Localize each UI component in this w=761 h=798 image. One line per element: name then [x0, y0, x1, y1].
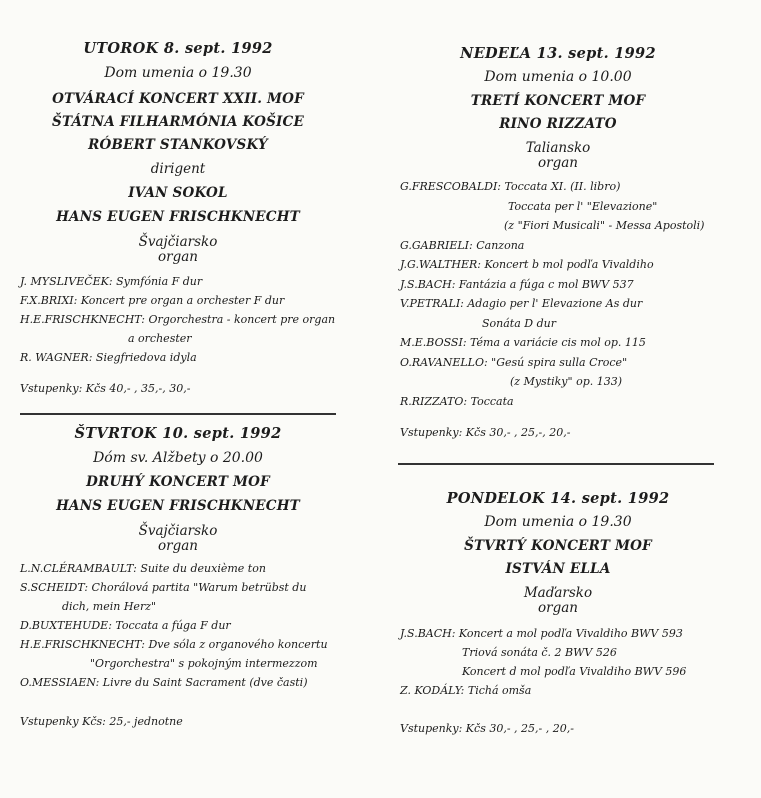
program-item: H.E.FRISCHKNECHT: Orgorchestra - koncert pre organ: [20, 313, 336, 326]
program-item: V.PETRALI: Adagio per l' Elevazione As dur: [400, 297, 643, 310]
performer-name: RÓBERT STANKOVSKÝ: [88, 137, 268, 153]
program-item: (z Mystiky" op. 133): [510, 375, 623, 388]
performer-name: HANS EUGEN FRISCHKNECHT: [56, 209, 300, 225]
concert-title: TRETÍ KONCERT MOF: [470, 93, 646, 109]
program-item: Z. KODÁLY: Tichá omša: [400, 684, 532, 697]
program-item: (z "Fiori Musicali" - Messa Apostoli): [504, 219, 705, 232]
program-list: [20, 559, 328, 692]
program-list: [400, 177, 704, 411]
program-item: S.SCHEIDT: Chorálová partita "Warum betrübst du: [20, 581, 307, 594]
tickets-price: Vstupenky: Kčs 30,- , 25,- , 20,-: [400, 722, 574, 735]
performer-country: Švajčiarsko: [138, 523, 218, 539]
concert-date: ŠTVRTOK 10. sept. 1992: [74, 425, 282, 442]
concert-title: OTVÁRACÍ KONCERT XXII. MOF: [52, 91, 304, 107]
performer-name: RINO RIZZATO: [499, 116, 617, 132]
divider: [398, 463, 714, 465]
program-item: J.S.BACH: Koncert a mol podľa Vivaldiho BWV 593: [400, 627, 683, 640]
program-item: G.FRESCOBALDI: Toccata XI. (II. libro): [400, 180, 621, 193]
program-item: O.RAVANELLO: "Gesú spira sulla Croce": [400, 355, 628, 369]
concert-title: ŠTVRTÝ KONCERT MOF: [464, 538, 652, 554]
performer-country: Švajčiarsko: [138, 234, 218, 250]
concert-title: DRUHÝ KONCERT MOF: [86, 474, 270, 490]
program-item: "Orgorchestra" s pokojným intermezzom: [90, 657, 318, 670]
program-item: R. WAGNER: Siegfriedova idyla: [20, 351, 197, 364]
performer-name: ISTVÁN ELLA: [505, 561, 611, 577]
program-item: H.E.FRISCHKNECHT: Dve sóla z organového koncertu: [20, 638, 328, 651]
ensemble-name: ŠTÁTNA FILHARMÓNIA KOŠICE: [52, 114, 304, 130]
performer-instrument: organ: [158, 538, 198, 554]
program-item: F.X.BRIXI: Koncert pre organ a orchester F dur: [20, 294, 285, 307]
program-item: Koncert d mol podľa Vivaldiho BWV 596: [462, 665, 687, 678]
performer-country: Maďarsko: [523, 585, 593, 601]
program-item: Triová sonáta č. 2 BWV 526: [462, 646, 617, 659]
tickets-price: Vstupenky: Kčs 40,- , 35,-, 30,-: [20, 382, 191, 395]
program-item: L.N.CLÉRAMBAULT: Suite du deuxième ton: [20, 562, 266, 575]
program-item: J.S.BACH: Fantázia a fúga c mol BWV 537: [400, 277, 634, 291]
performer-name: HANS EUGEN FRISCHKNECHT: [56, 498, 300, 514]
program-item: J.G.WALTHER: Koncert b mol podľa Vivaldiho: [400, 258, 654, 271]
program-item: M.E.BOSSI: Téma a variácie cis mol op. 115: [400, 336, 646, 349]
program-list: [400, 624, 686, 700]
program-item: dich, mein Herz": [62, 600, 157, 613]
performer-role: dirigent: [150, 161, 206, 177]
performer-instrument: organ: [538, 155, 578, 171]
tickets-price: Vstupenky: Kčs 30,- , 25,-, 20,-: [400, 426, 571, 439]
divider: [20, 413, 336, 415]
program-item: R.RIZZATO: Toccata: [400, 394, 514, 408]
concert-venue: Dóm sv. Alžbety o 20.00: [93, 450, 263, 466]
program-item: O.MESSIAEN: Livre du Saint Sacrament (dve časti): [20, 676, 308, 689]
program-item: G.GABRIELI: Canzona: [400, 238, 525, 252]
program-item: D.BUXTEHUDE: Toccata a fúga F dur: [20, 619, 231, 632]
program-item: J. MYSLIVEČEK: Symfónia F dur: [20, 275, 203, 288]
concert-venue: Dom umenia o 10.00: [484, 69, 632, 85]
tickets-price: Vstupenky Kčs: 25,- jednotne: [20, 715, 183, 728]
concert-date: UTOROK 8. sept. 1992: [83, 40, 273, 57]
performer-country: Taliansko: [525, 140, 591, 156]
performer-instrument: organ: [158, 249, 198, 265]
concert-date: PONDELOK 14. sept. 1992: [446, 490, 670, 507]
performer-name: IVAN SOKOL: [128, 185, 228, 201]
program-item: a orchester: [128, 332, 192, 345]
performer-instrument: organ: [538, 600, 578, 616]
program-list: [20, 272, 335, 367]
concert-venue: Dom umenia o 19.30: [104, 65, 252, 81]
program-item: Sonáta D dur: [482, 316, 556, 330]
program-item: Toccata per l' "Elevazione": [508, 199, 658, 213]
concert-venue: Dom umenia o 19.30: [484, 514, 632, 530]
concert-date: NEDEĽA 13. sept. 1992: [460, 45, 656, 62]
